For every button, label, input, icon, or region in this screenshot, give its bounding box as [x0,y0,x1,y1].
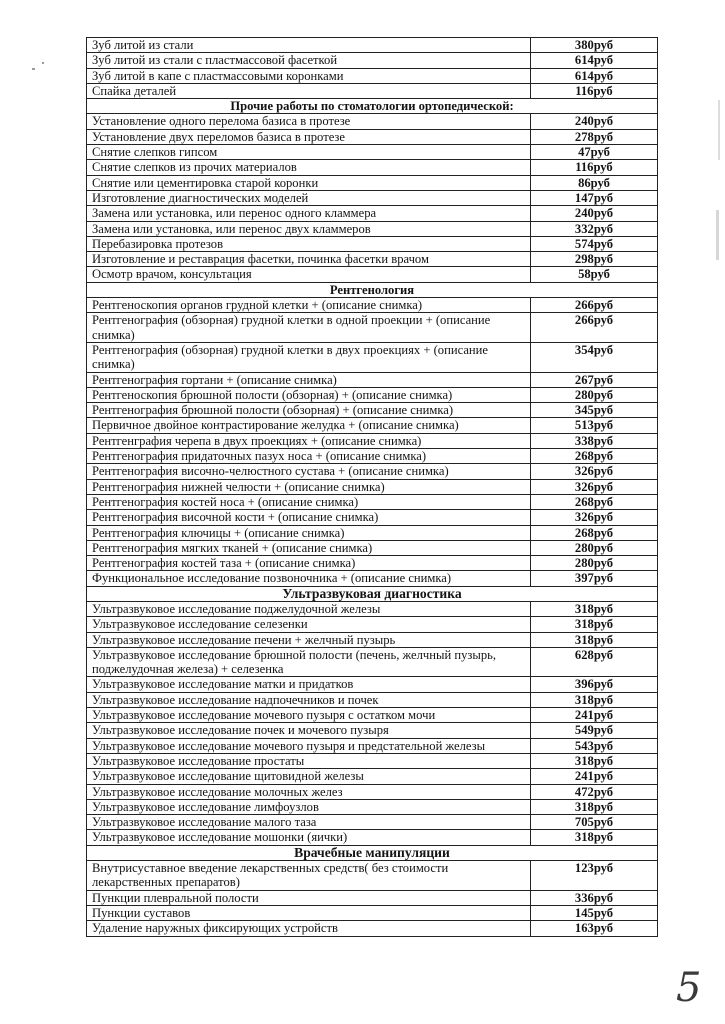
service-name: Замена или установка, или перенос одного кламмера [87,206,531,221]
service-name: Рентгенография нижней челюсти + (описание снимка) [87,479,531,494]
service-price: 614руб [531,68,658,83]
scan-mark [32,68,35,70]
service-price: 318руб [531,692,658,707]
service-name: Рентгенография костей носа + (описание снимка) [87,494,531,509]
price-row [87,83,658,98]
service-price: 268руб [531,494,658,509]
section-title: Прочие работы по стоматологии ортопедической: [87,99,658,114]
service-price: 241руб [531,769,658,784]
price-row [87,298,658,313]
price-row [87,387,658,402]
price-row [87,53,658,68]
price-row [87,632,658,647]
service-price: 614руб [531,53,658,68]
service-name: Спайка деталей [87,83,531,98]
service-price: 318руб [531,617,658,632]
service-name: Рентгенография (обзорная) грудной клетки в двух проекциях + (описание снимка) [87,342,531,372]
service-name: Рентгенография придаточных пазух носа + (описание снимка) [87,449,531,464]
price-row [87,206,658,221]
price-row [87,403,658,418]
price-row [87,313,658,343]
service-price: 116руб [531,160,658,175]
price-row [87,769,658,784]
service-name: Рентгенография ключицы + (описание снимка) [87,525,531,540]
service-price: 86руб [531,175,658,190]
price-row [87,479,658,494]
service-price: 268руб [531,449,658,464]
service-price: 163руб [531,921,658,936]
service-name: Первичное двойное контрастирование желудка + (описание снимка) [87,418,531,433]
service-name: Ультразвуковое исследование селезенки [87,617,531,632]
service-name: Ультразвуковое исследование поджелудочной железы [87,601,531,616]
service-price: 338руб [531,433,658,448]
price-row [87,647,658,677]
service-name: Рентгеноскопия брюшной полости (обзорная) + (описание снимка) [87,387,531,402]
price-row [87,601,658,616]
service-name: Установление двух переломов базиса в протезе [87,129,531,144]
price-row [87,267,658,282]
service-price: 240руб [531,114,658,129]
service-name: Изготовление и реставрация фасетки, починка фасетки врачом [87,252,531,267]
service-name: Ультразвуковое исследование простаты [87,753,531,768]
price-row [87,525,658,540]
service-price: 705руб [531,815,658,830]
service-price: 240руб [531,206,658,221]
section-header-row [87,586,658,601]
price-row [87,510,658,525]
service-name: Рентгенография гортани + (описание снимка) [87,372,531,387]
price-table-body [87,38,658,937]
service-price: 268руб [531,525,658,540]
service-name: Ультразвуковое исследование малого таза [87,815,531,830]
price-row [87,905,658,920]
service-price: 318руб [531,601,658,616]
service-price: 267руб [531,372,658,387]
service-name: Снятие слепков гипсом [87,145,531,160]
price-row [87,433,658,448]
service-name: Рентгенография костей таза + (описание снимка) [87,556,531,571]
service-price: 47руб [531,145,658,160]
section-title: Рентгенология [87,282,658,297]
service-price: 298руб [531,252,658,267]
price-row [87,160,658,175]
service-name: Рентгенграфия черепа в двух проекциях + (описание снимка) [87,433,531,448]
service-name: Ультразвуковое исследование мочевого пузыря и предстательной железы [87,738,531,753]
service-name: Ультразвуковое исследование мошонки (яички) [87,830,531,845]
price-row [87,129,658,144]
service-name: Изготовление диагностических моделей [87,190,531,205]
service-name: Установление одного перелома базиса в протезе [87,114,531,129]
price-row [87,38,658,53]
service-price: 318руб [531,830,658,845]
service-name: Удаление наружных фиксирующих устройств [87,921,531,936]
service-price: 543руб [531,738,658,753]
service-name: Рентгенография (обзорная) грудной клетки в одной проекции + (описание снимка) [87,313,531,343]
price-table [86,37,658,937]
price-row [87,556,658,571]
service-name: Замена или установка, или перенос двух кламмеров [87,221,531,236]
price-row [87,464,658,479]
price-row [87,753,658,768]
price-row [87,418,658,433]
scan-mark [718,100,720,160]
service-price: 266руб [531,298,658,313]
service-price: 326руб [531,510,658,525]
service-price: 123руб [531,861,658,891]
price-row [87,449,658,464]
service-name: Ультразвуковое исследование мочевого пузыря с остатком мочи [87,708,531,723]
service-name: Снятие или цементировка старой коронки [87,175,531,190]
price-row [87,494,658,509]
section-title: Врачебные манипуляции [87,845,658,860]
price-row [87,890,658,905]
price-row [87,221,658,236]
service-name: Рентгенография височно-челюстного сустава + (описание снимка) [87,464,531,479]
service-price: 396руб [531,677,658,692]
service-name: Пункции плевральной полости [87,890,531,905]
price-row [87,799,658,814]
price-row [87,723,658,738]
service-name: Зуб литой из стали с пластмассовой фасеткой [87,53,531,68]
service-price: 318руб [531,799,658,814]
service-name: Снятие слепков из прочих материалов [87,160,531,175]
service-price: 354руб [531,342,658,372]
service-name: Рентгенография мягких тканей + (описание снимка) [87,540,531,555]
service-name: Пункции суставов [87,905,531,920]
service-name: Внутрисуставное введение лекарственных средств( без стоимости лекарственных препаратов) [87,861,531,891]
service-price: 318руб [531,753,658,768]
service-name: Перебазировка протезов [87,236,531,251]
price-row [87,540,658,555]
price-row [87,738,658,753]
price-row [87,236,658,251]
service-price: 266руб [531,313,658,343]
service-price: 326руб [531,479,658,494]
service-name: Ультразвуковое исследование брюшной полости (печень, желчный пузырь, поджелудочная железа) + селезенка [87,647,531,677]
service-name: Рентгеноскопия органов грудной клетки + (описание снимка) [87,298,531,313]
section-title: Ультразвуковая диагностика [87,586,658,601]
price-row [87,571,658,586]
price-row [87,190,658,205]
service-price: 336руб [531,890,658,905]
service-price: 513руб [531,418,658,433]
price-row [87,830,658,845]
service-price: 280руб [531,556,658,571]
service-price: 380руб [531,38,658,53]
service-name: Зуб литой из стали [87,38,531,53]
service-name: Зуб литой в капе с пластмассовыми коронками [87,68,531,83]
service-price: 147руб [531,190,658,205]
price-row [87,784,658,799]
price-row [87,921,658,936]
price-row [87,861,658,891]
price-row [87,815,658,830]
service-price: 278руб [531,129,658,144]
service-name: Рентгенография брюшной полости (обзорная) + (описание снимка) [87,403,531,418]
price-row [87,617,658,632]
service-name: Осмотр врачом, консультация [87,267,531,282]
service-price: 345руб [531,403,658,418]
price-row [87,708,658,723]
service-name: Ультразвуковое исследование печени + желчный пузырь [87,632,531,647]
service-price: 628руб [531,647,658,677]
price-row [87,677,658,692]
service-name: Рентгенография височной кости + (описание снимка) [87,510,531,525]
scan-mark [716,210,719,260]
service-price: 318руб [531,632,658,647]
service-price: 326руб [531,464,658,479]
service-price: 549руб [531,723,658,738]
service-price: 58руб [531,267,658,282]
scan-mark [42,62,44,64]
service-price: 472руб [531,784,658,799]
price-row [87,68,658,83]
service-price: 241руб [531,708,658,723]
service-price: 332руб [531,221,658,236]
price-row [87,372,658,387]
price-row [87,692,658,707]
service-name: Ультразвуковое исследование надпочечников и почек [87,692,531,707]
service-name: Ультразвуковое исследование почек и мочевого пузыря [87,723,531,738]
section-header-row [87,99,658,114]
service-price: 397руб [531,571,658,586]
service-name: Ультразвуковое исследование молочных желез [87,784,531,799]
service-price: 574руб [531,236,658,251]
service-price: 280руб [531,540,658,555]
price-row [87,252,658,267]
price-row [87,175,658,190]
price-row [87,114,658,129]
service-price: 280руб [531,387,658,402]
service-name: Ультразвуковое исследование щитовидной железы [87,769,531,784]
page-number: 5 [676,965,702,1011]
section-header-row [87,282,658,297]
service-name: Ультразвуковое исследование матки и придатков [87,677,531,692]
price-row [87,145,658,160]
service-name: Функциональное исследование позвоночника + (описание снимка) [87,571,531,586]
service-name: Ультразвуковое исследование лимфоузлов [87,799,531,814]
service-price: 145руб [531,905,658,920]
price-row [87,342,658,372]
service-price: 116руб [531,83,658,98]
section-header-row [87,845,658,860]
